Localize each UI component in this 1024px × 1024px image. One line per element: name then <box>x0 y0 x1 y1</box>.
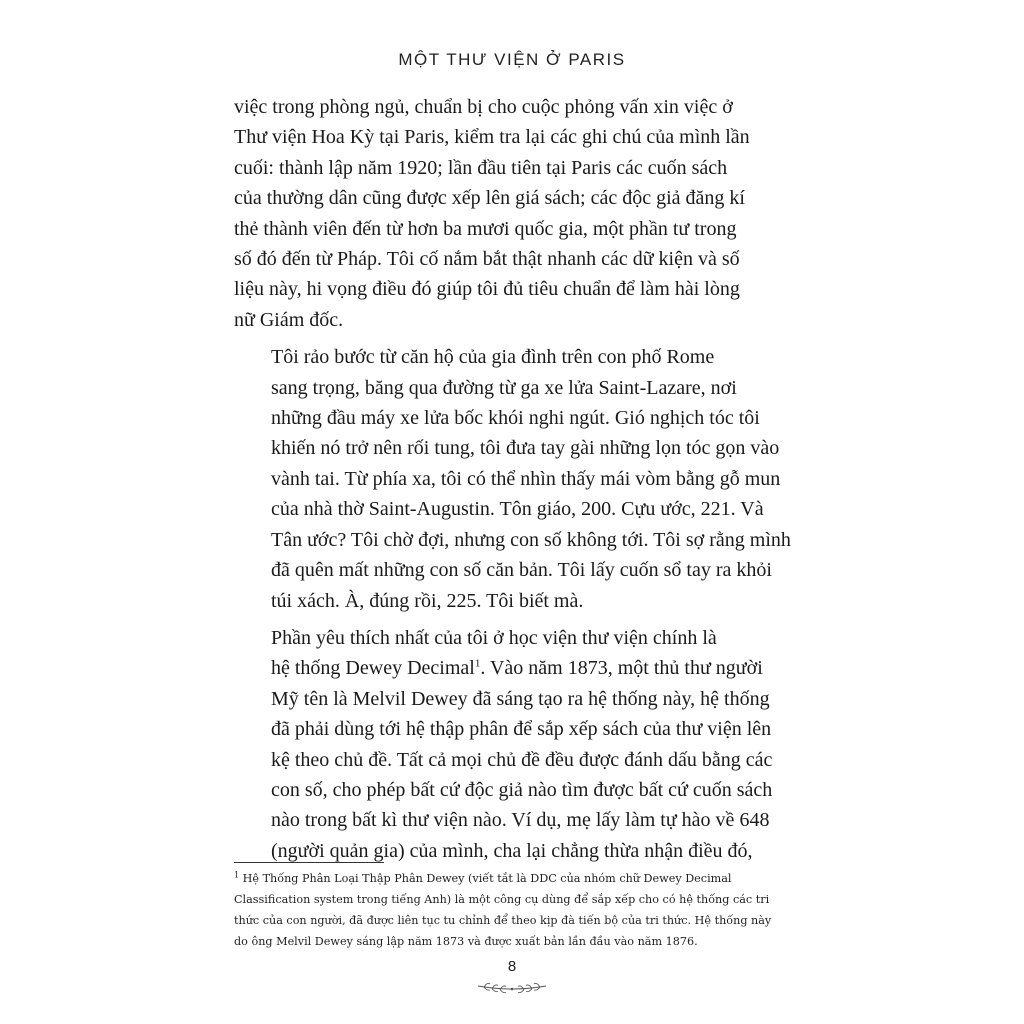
footnote-line <box>234 868 804 889</box>
text-line: nào trong bất kì thư viện nào. Ví dụ, mẹ lấy làm tự hào về 648 <box>271 809 770 832</box>
footnote-line: do ông Melvil Dewey sáng lập năm 1873 và được xuất bản lần đầu vào năm 1876. <box>234 935 698 948</box>
footnote-marker: 1 <box>234 870 240 880</box>
footnote-divider <box>234 862 384 863</box>
text-line: Thư viện Hoa Kỳ tại Paris, kiểm tra lại các ghi chú của mình lần <box>234 126 750 149</box>
text-line: liệu này, hi vọng điều đó giúp tôi đủ tiêu chuẩn để làm hài lòng <box>234 278 740 301</box>
laurel-ornament-icon <box>472 978 552 994</box>
footnote-reference[interactable]: 1 <box>474 657 481 670</box>
footnote-line: thức của con người, đã được liên tục tu chỉnh để theo kịp đà tiến bộ của tri thức. Hệ thống này <box>234 914 772 927</box>
running-title: MỘT THƯ VIỆN Ở PARIS <box>398 50 626 69</box>
text-line: Mỹ tên là Melvil Dewey đã sáng tạo ra hệ thống này, hệ thống <box>271 687 770 710</box>
body-text <box>234 92 804 866</box>
text-line: sang trọng, băng qua đường từ ga xe lửa Saint-Lazare, nơi <box>271 376 737 399</box>
text-line: (người quản gia) của mình, cha lại chẳng thừa nhận điều đó, <box>271 839 753 862</box>
text-line: con số, cho phép bất cứ độc giả nào tìm được bất cứ cuốn sách <box>271 778 773 801</box>
text-line: những đầu máy xe lửa bốc khói nghi ngút. Gió nghịch tóc tôi <box>271 407 760 430</box>
text-line: đã phải dùng tới hệ thập phân để sắp xếp sách của thư viện lên <box>271 718 772 741</box>
text-line <box>234 653 804 683</box>
text-line: số đó đến từ Pháp. Tôi cố nắm bắt thật nhanh các dữ kiện và số <box>234 248 740 271</box>
text-line: Tân ước? Tôi chờ đợi, nhưng con số không tới. Tôi sợ rằng mình <box>271 528 791 551</box>
text-line: Phần yêu thích nhất của tôi ở học viện thư viện chính là <box>271 626 717 649</box>
footnote <box>234 868 804 952</box>
text-line: đã quên mất những con số căn bản. Tôi lấy cuốn sổ tay ra khỏi <box>271 559 772 582</box>
text-line: vành tai. Từ phía xa, tôi có thể nhìn thấy mái vòm bằng gỗ mun <box>271 467 781 490</box>
footnote-line: Classification system trong tiếng Anh) là một công cụ dùng để sắp xếp cho có hệ thống các tri <box>234 893 770 906</box>
text-line: thẻ thành viên đến từ hơn ba mươi quốc gia, một phần tư trong <box>234 217 737 240</box>
text-line: cuối: thành lập năm 1920; lần đầu tiên tại Paris các cuốn sách <box>234 156 728 179</box>
paragraph-2 <box>234 342 804 616</box>
text-line: việc trong phòng ngủ, chuẩn bị cho cuộc phỏng vấn xin việc ở <box>234 96 733 118</box>
text-line: của nhà thờ Saint-Augustin. Tôn giáo, 200. Cựu ước, 221. Và <box>271 498 764 521</box>
text-line: của thường dân cũng được xếp lên giá sách; các độc giả đăng kí <box>234 187 745 210</box>
footnote-text: Hệ Thống Phân Loại Thập Phân Dewey (viết tắt là DDC của nhóm chữ Dewey Decimal <box>239 872 732 885</box>
text-line: khiến nó trở nên rối tung, tôi đưa tay gài những lọn tóc gọn vào <box>271 437 780 460</box>
text-line: túi xách. À, đúng rồi, 225. Tôi biết mà. <box>271 589 584 612</box>
paragraph-1 <box>234 92 804 335</box>
text-line: nữ Giám đốc. <box>234 308 344 331</box>
text-line-end: . Vào năm 1873, một thủ thư người <box>480 657 763 680</box>
text-line-start: hệ thống Dewey Decimal <box>271 657 475 680</box>
paragraph-3 <box>234 623 804 866</box>
page-number: 8 <box>507 958 517 975</box>
text-line: kệ theo chủ đề. Tất cả mọi chủ đề đều được đánh dấu bằng các <box>271 748 773 771</box>
text-line: Tôi rảo bước từ căn hộ của gia đình trên con phố Rome <box>271 346 715 369</box>
